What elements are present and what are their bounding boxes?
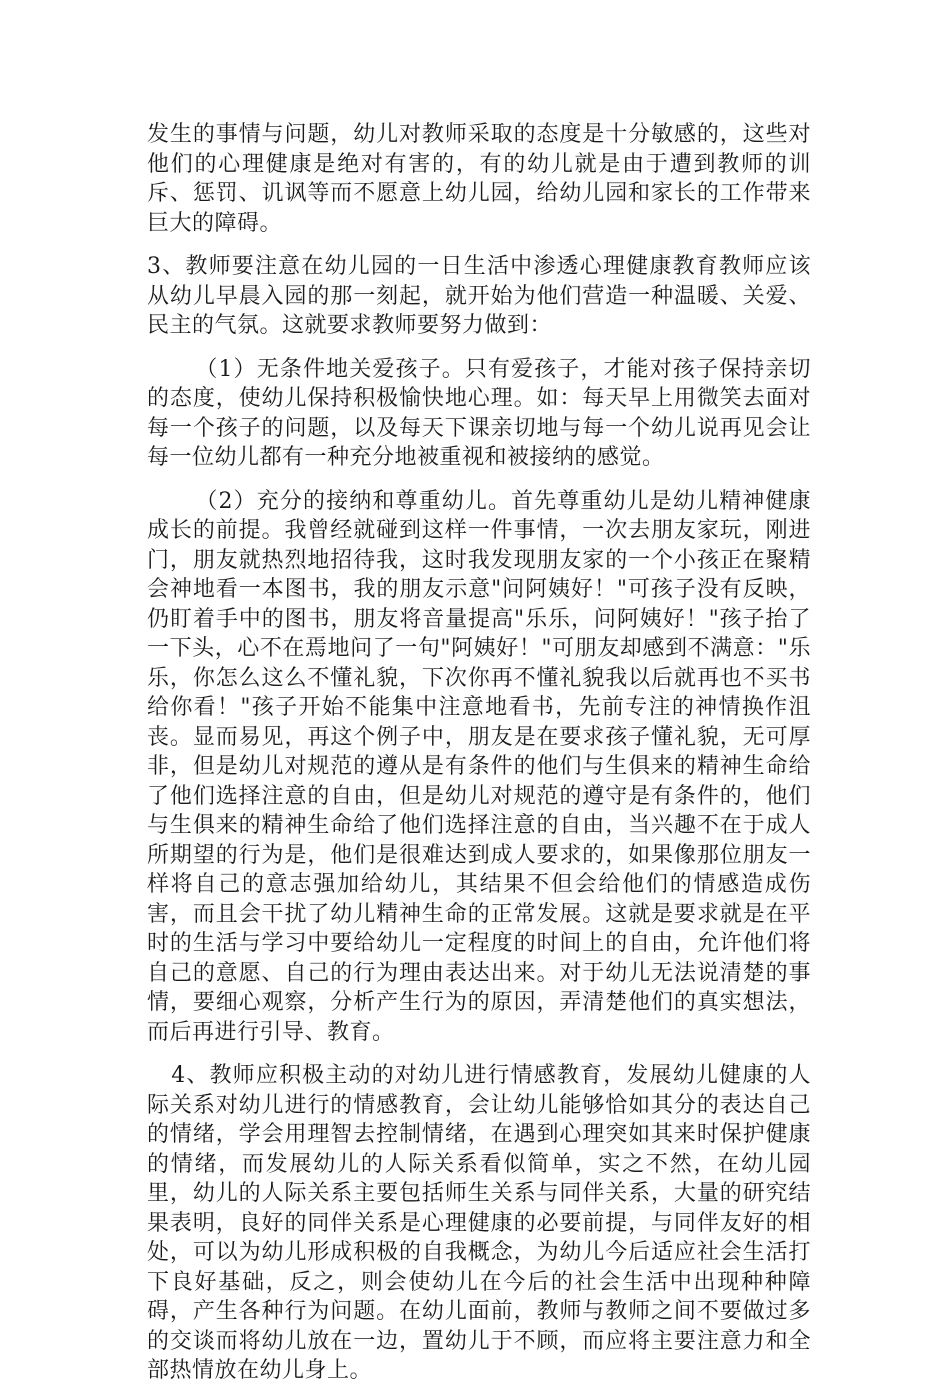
- paragraph-item-1: （1）无条件地关爱孩子。只有爱孩子，才能对孩子保持亲切的态度，使幼儿保持积极愉快地心理。如：每天早上用微笑去面对每一个孩子的问题，以及每天下课亲切地与每一个幼儿说再见会让每一位幼儿都有一种充分地被重视和被接纳的感觉。: [147, 356, 811, 470]
- paragraph-item-2: （2）充分的接纳和尊重幼儿。首先尊重幼儿是幼儿精神健康成长的前提。我曾经就碰到这样一件事情，一次去朋友家玩，刚进门，朋友就热烈地招待我，这时我发现朋友家的一个小孩正在聚精会神地看一本图书，我的朋友示意"问阿姨好！"可孩子没有反映，仍盯着手中的图书，朋友将音量提高"乐乐，问阿姨好！"孩子抬了一下头，心不在焉地问了一句"阿姨好！"可朋友却感到不满意："乐乐，你怎么这么不懂礼貌，下次你再不懂礼貌我以后就再也不买书给你看！"孩子开始不能集中注意地看书，先前专注的神情换作沮丧。显而易见，再这个例子中，朋友是在要求孩子懂礼貌，无可厚非，但是幼儿对规范的遵从是有条件的他们与生俱来的精神生命给了他们选择注意的自由，但是幼儿对规范的遵守是有条件的，他们与生俱来的精神生命给了他们选择注意的自由，当兴趣不在于成人所期望的行为是，他们是很难达到成人要求的，如果像那位朋友一样将自己的意志强加给幼儿，其结果不但会给他们的情感造成伤害，而且会干扰了幼儿精神生命的正常发展。这就是要求就是在平时的生活与学习中要给幼儿一定程度的时间上的自由，允许他们将自己的意愿、自己的行为理由表达出来。对于幼儿无法说清楚的事情，要细心观察，分析产生行为的原因，弄清楚他们的真实想法，而后再进行引导、教育。: [147, 488, 811, 1045]
- paragraph-section-4: 4、教师应积极主动的对幼儿进行情感教育，发展幼儿健康的人际关系对幼儿进行的情感教育，会让幼儿能够恰如其分的表达自己的情绪，学会用理智去控制情绪，在遇到心理突如其来时保护健康的情绪，而发展幼儿的人际关系看似简单，实之不然，在幼儿园里，幼儿的人际关系主要包括师生关系与同伴关系，大量的研究结果表明，良好的同伴关系是心理健康的必要前提，与同伴友好的相处，可以为幼儿形成积极的自我概念，为幼儿今后适应社会生活打下良好基础，反之，则会使幼儿在今后的社会生活中出现种种障碍，产生各种行为问题。在幼儿面前，教师与教师之间不要做过多的交谈而将幼儿放在一边，置幼儿于不顾，而应将主要注意力和全部热情放在幼儿身上。: [147, 1063, 811, 1383]
- paragraph-continuation: 发生的事情与问题，幼儿对教师采取的态度是十分敏感的，这些对他们的心理健康是绝对有害的，有的幼儿就是由于遭到教师的训斥、惩罚、讥讽等而不愿意上幼儿园，给幼儿园和家长的工作带来巨大的障碍。: [147, 122, 811, 236]
- paragraph-section-3: 3、教师要注意在幼儿园的一日生活中渗透心理健康教育教师应该从幼儿早晨入园的那一刻起，就开始为他们营造一种温暖、关爱、民主的气氛。这就要求教师要努力做到：: [147, 254, 811, 338]
- document-body: [147, 120, 811, 1400]
